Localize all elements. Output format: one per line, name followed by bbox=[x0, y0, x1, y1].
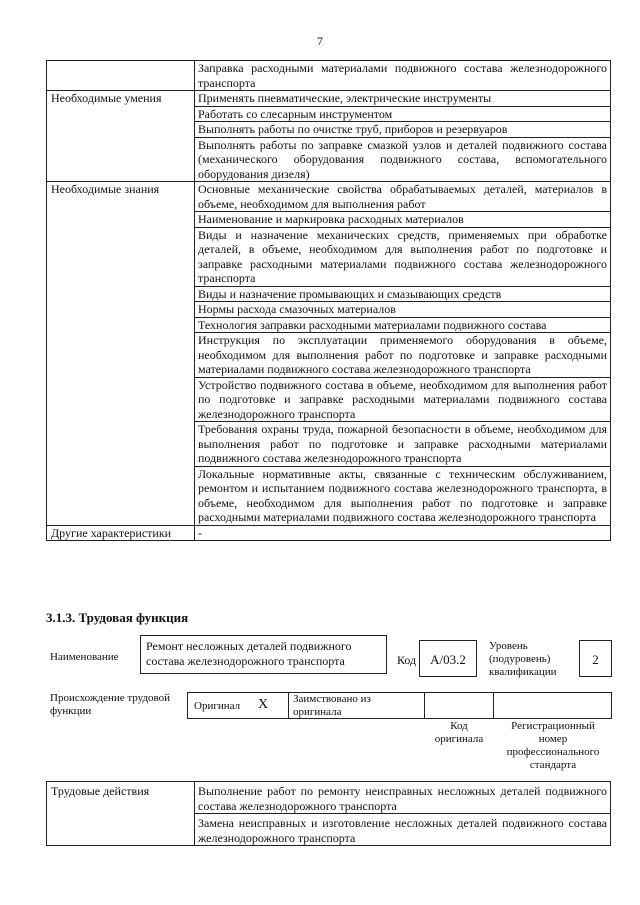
original-label: Оригинал bbox=[194, 700, 241, 712]
skill-item: Выполнять работы по очистке труб, приборов и резервуаров bbox=[195, 122, 611, 138]
knowledge-item: Технология заправки расходными материалами подвижного состава bbox=[195, 317, 611, 333]
actions-label: Трудовые действия bbox=[47, 782, 195, 846]
origin-divider bbox=[493, 692, 494, 719]
action-item: Выполнение работ по ремонту неисправных несложных деталей подвижного состава железнодорожного транспорта bbox=[195, 782, 611, 814]
action-item: Замена неисправных и изготовление несложных деталей подвижного состава железнодорожного транспорта bbox=[195, 814, 611, 846]
borrowed-label: Заимствовано из оригинала bbox=[293, 693, 371, 718]
table-row bbox=[47, 525, 611, 541]
level-label: Уровень (подуровень) квалификации bbox=[489, 640, 557, 678]
requirements-table bbox=[46, 60, 611, 541]
origin-divider bbox=[288, 692, 289, 719]
name-label: Наименование bbox=[50, 651, 119, 663]
original-mark: X bbox=[258, 697, 269, 712]
continuation-cell: Заправка расходными материалами подвижного состава железнодорожного транспорта bbox=[195, 61, 611, 91]
knowledge-item: Виды и назначение промывающих и смазывающих средств bbox=[195, 286, 611, 302]
skill-item: Работать со слесарным инструментом bbox=[195, 106, 611, 122]
actions-table bbox=[46, 781, 611, 846]
knowledge-item: Виды и назначение механических средств, применяемых при обработке деталей, в объеме, необходимом для выполнения работ по подготовке и заправке расходными материалами подвижного состава железнодорожного транспорта bbox=[195, 227, 611, 286]
knowledge-label: Необходимые знания bbox=[47, 182, 195, 526]
knowledge-item: Наименование и маркировка расходных материалов bbox=[195, 212, 611, 228]
origin-label: Происхождение трудовой функции bbox=[50, 692, 171, 717]
level-value: 2 bbox=[579, 640, 612, 677]
skill-item: Выполнять работы по заправке смазкой узлов и деталей подвижного состава (механического оборудования подвижного состава, вспомогательного оборудования дизеля) bbox=[195, 137, 611, 182]
reg-caption: Регистрационный номер профессионального стандарта bbox=[506, 720, 600, 771]
skills-label: Необходимые умения bbox=[47, 91, 195, 182]
code-caption: Код оригинала bbox=[434, 720, 484, 745]
table-row bbox=[47, 782, 611, 814]
empty-label-cell bbox=[47, 61, 195, 91]
origin-divider bbox=[424, 692, 425, 719]
other-value: - bbox=[195, 525, 611, 541]
code-value: A/03.2 bbox=[419, 640, 477, 677]
name-value: Ремонт несложных деталей подвижного состава железнодорожного транспорта bbox=[140, 635, 387, 674]
knowledge-item: Локальные нормативные акты, связанные с техническим обслуживанием, ремонтом и испытанием подвижного состава железнодорожного транспорта, в объеме, необходимом для выполнения работ по подготовке и заправке расходными материалами подвижного состава железнодорожного транспорта bbox=[195, 466, 611, 525]
skill-item: Применять пневматические, электрические инструменты bbox=[195, 91, 611, 107]
knowledge-item: Основные механические свойства обрабатываемых деталей, материалов в объеме, необходимом для выполнения работ bbox=[195, 182, 611, 212]
other-label: Другие характеристики bbox=[47, 525, 195, 541]
knowledge-item: Устройство подвижного состава в объеме, необходимом для выполнения работ по подготовке и заправке расходными материалами подвижного состава железнодорожного транспорта bbox=[195, 377, 611, 422]
knowledge-item: Требования охраны труда, пожарной безопасности в объеме, необходимом для выполнения работ по подготовке и заправке расходными материалами подвижного состава железнодорожного транспорта bbox=[195, 422, 611, 467]
code-label: Код bbox=[397, 653, 417, 667]
section-title: 3.1.3. Трудовая функция bbox=[46, 610, 189, 625]
page-number: 7 bbox=[317, 34, 323, 48]
table-row bbox=[47, 91, 611, 107]
table-row bbox=[47, 61, 611, 91]
knowledge-item: Инструкция по эксплуатации применяемого оборудования в объеме, необходимом для выполнения работ по подготовке и заправке расходными материалами подвижного состава железнодорожного транспорта bbox=[195, 333, 611, 378]
table-row bbox=[47, 182, 611, 212]
knowledge-item: Нормы расхода смазочных материалов bbox=[195, 302, 611, 318]
